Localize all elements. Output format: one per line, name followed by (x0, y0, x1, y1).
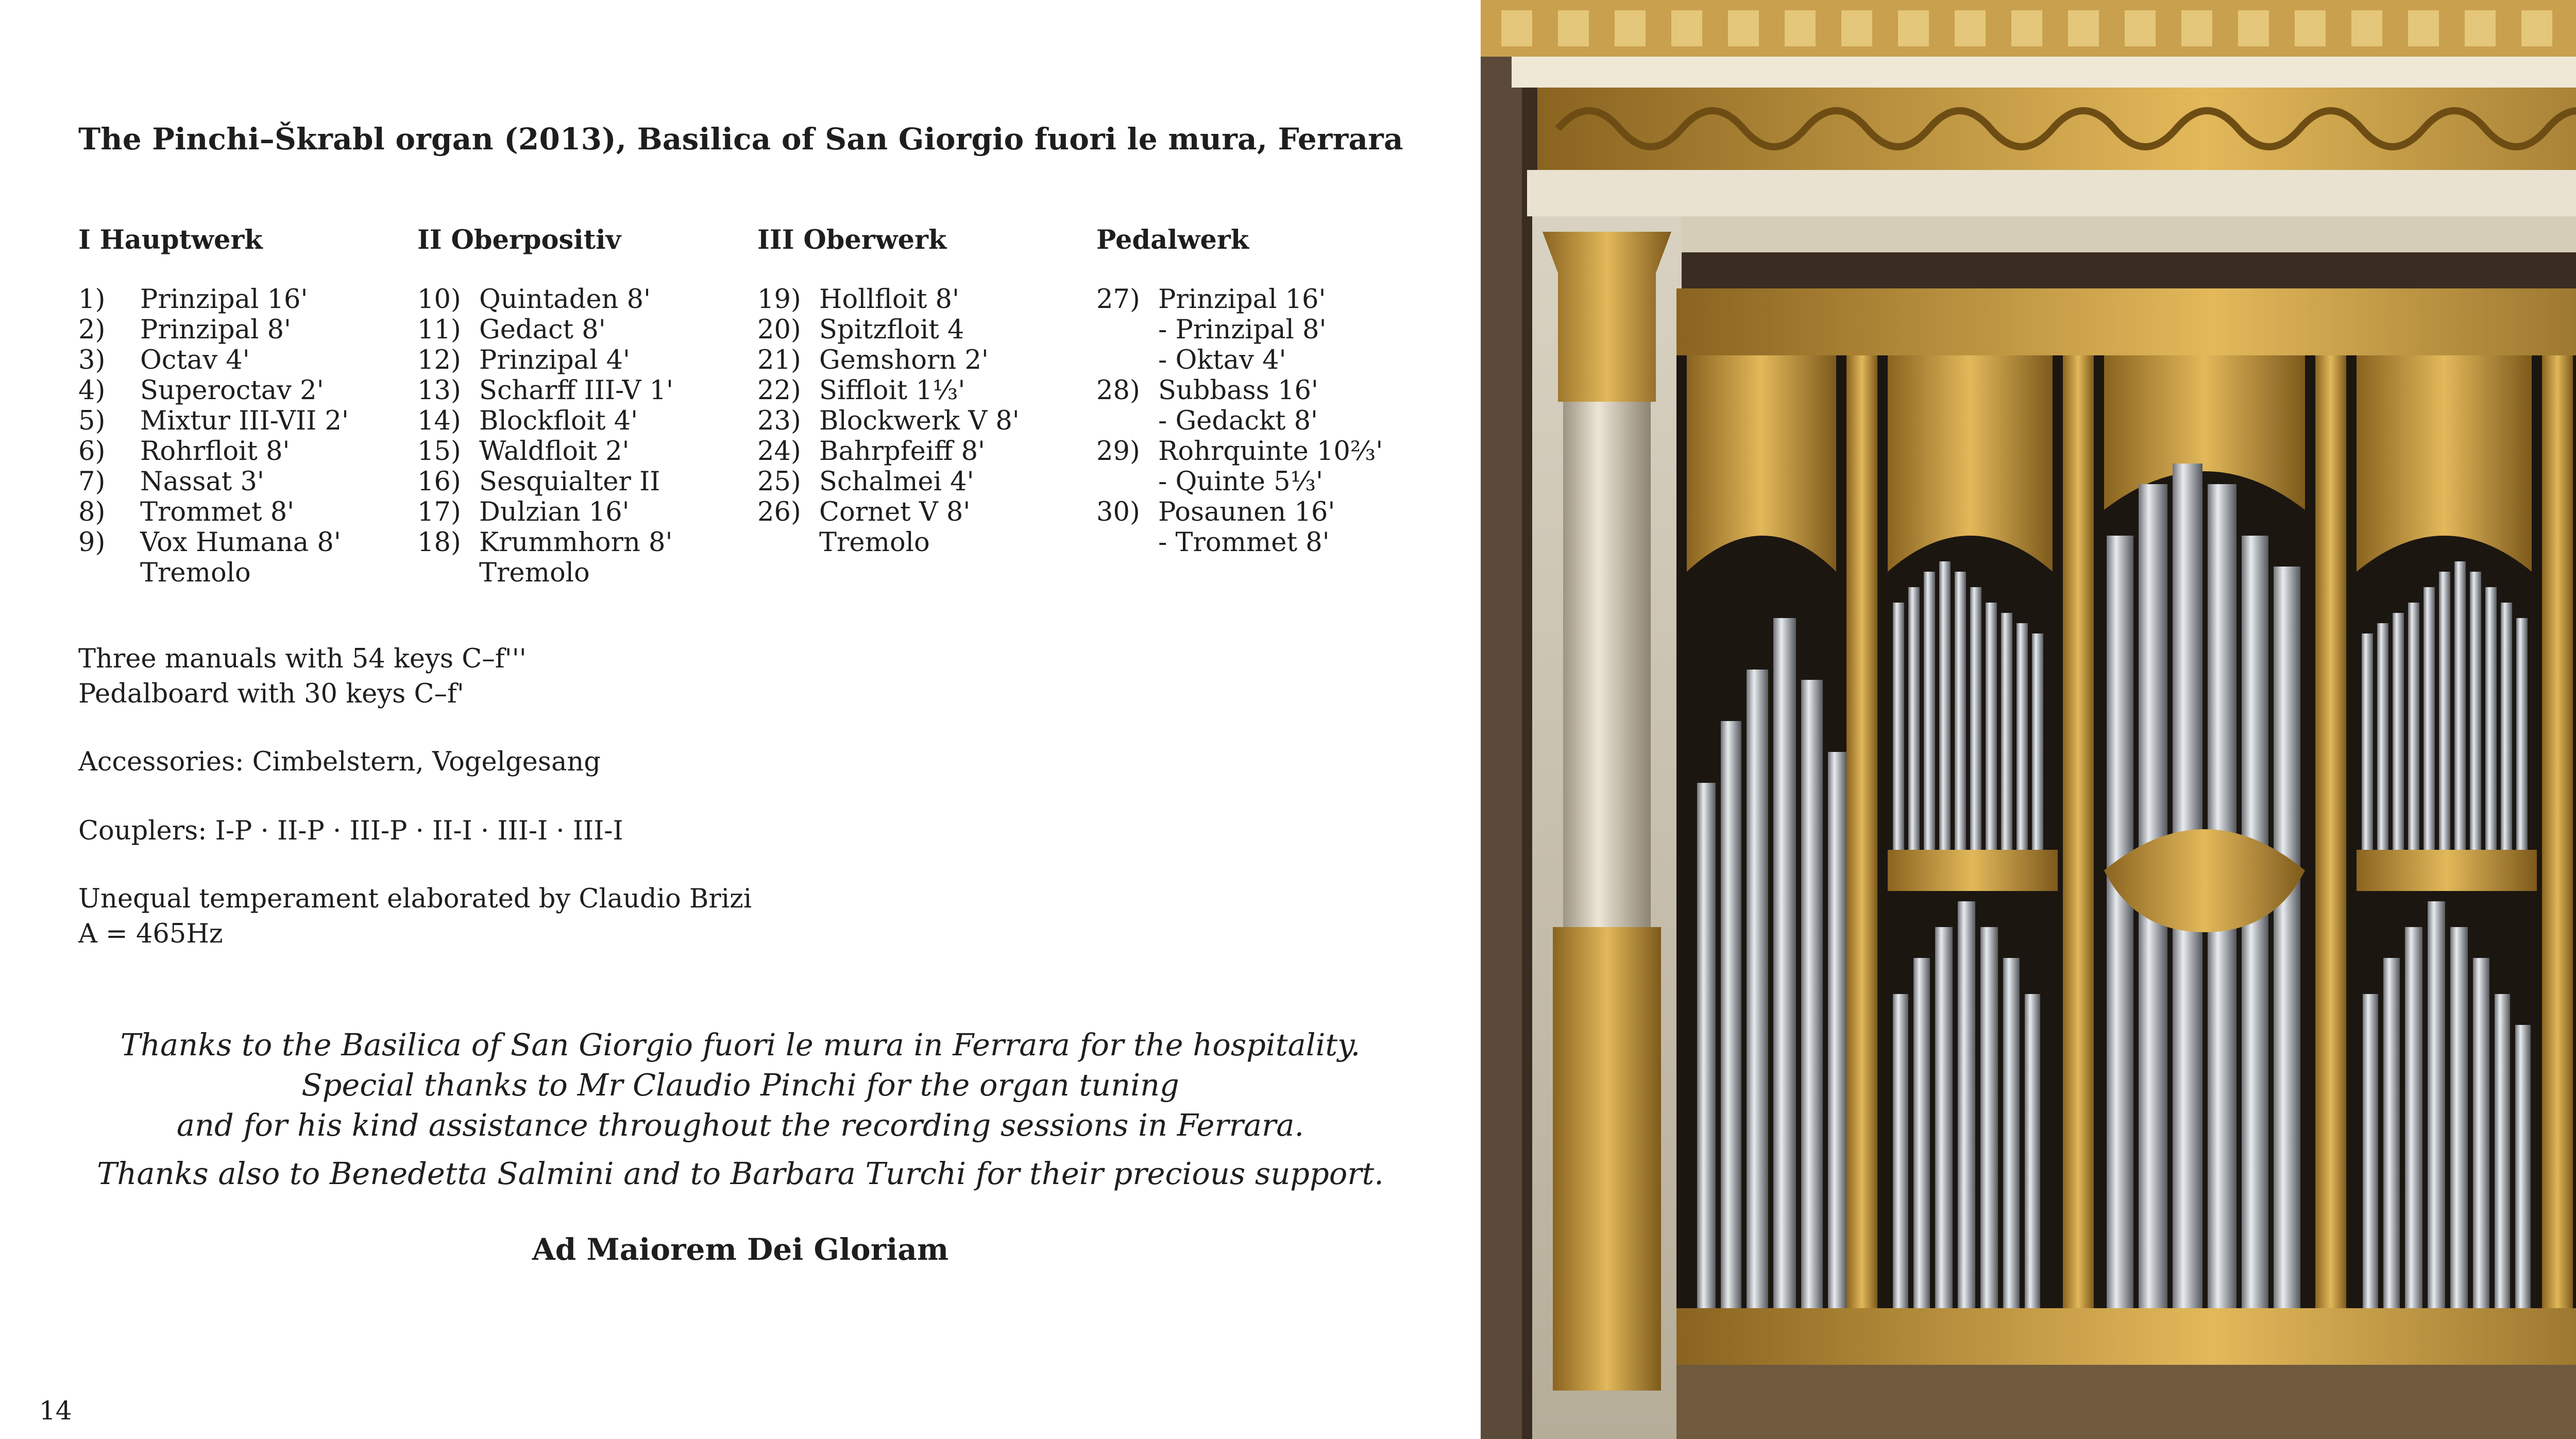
stop-item (417, 467, 673, 497)
stop-number: 11) (417, 315, 461, 345)
stop-item (78, 315, 349, 345)
stop-item (417, 527, 673, 558)
left-column-shaft (1563, 402, 1651, 927)
stop-item (757, 497, 1020, 527)
stop-item (78, 375, 349, 406)
stop-name: Blockwerk V 8' (819, 406, 1020, 436)
stop-item (78, 527, 349, 558)
stop-name: Vox Humana 8' (140, 527, 341, 558)
stop-name: Prinzipal 16' (1158, 284, 1326, 315)
division-heading: I Hauptwerk (78, 225, 263, 255)
stop-name: Prinzipal 4' (479, 345, 631, 375)
case-base (1676, 1365, 2576, 1439)
stop-number: 21) (757, 345, 801, 375)
division-column-oberwerk (757, 225, 1020, 558)
organ-case-illustration (1481, 0, 2576, 1439)
stop-item (757, 436, 1020, 467)
division-column-hauptwerk (78, 225, 349, 588)
stop-item (417, 284, 673, 315)
division-heading: II Oberpositiv (417, 225, 621, 255)
pipe-flat-inner-left-lower (1893, 901, 2040, 1308)
stop-name: Trommet 8' (140, 497, 295, 527)
division-column-pedalwerk (1096, 225, 1383, 558)
stop-item (78, 467, 349, 497)
stop-item (757, 375, 1020, 406)
stop-number: 5) (78, 406, 106, 436)
stop-list (417, 284, 673, 588)
stop-item (417, 345, 673, 375)
stop-item (417, 375, 673, 406)
thanks-line-3: and for his kind assistance throughout the recording sessions in Ferrara. (176, 1107, 1304, 1143)
impost-band (1676, 288, 2576, 355)
stop-name: Posaunen 16' (1158, 497, 1335, 527)
architrave-lower (1527, 170, 2576, 216)
stop-item (78, 436, 349, 467)
stop-item (1096, 315, 1383, 345)
division-column-oberpositiv (417, 225, 673, 588)
stop-item (757, 406, 1020, 436)
stop-number (757, 527, 819, 558)
architrave-upper (1512, 57, 2576, 88)
stop-item (757, 527, 1020, 558)
stop-name: Subbass 16' (1158, 375, 1318, 406)
temperament-block (78, 882, 752, 952)
stop-number: 6) (78, 436, 106, 467)
mullion-3 (2315, 355, 2346, 1396)
manuals-text: Three manuals with 54 keys C–f''' (78, 644, 527, 674)
stop-number: 2) (78, 315, 106, 345)
stop-item (1096, 467, 1383, 497)
stop-name: Gemshorn 2' (819, 345, 989, 375)
stop-number (417, 558, 479, 588)
left-column-base (1553, 927, 1661, 1391)
stop-item (417, 315, 673, 345)
page-title: The Pinchi–Škrabl organ (2013), Basilica of San Giorgio fuori le mura, Ferrara (78, 122, 1403, 157)
stop-item (1096, 436, 1383, 467)
stop-number (1096, 467, 1158, 497)
stop-name: Octav 4' (140, 345, 250, 375)
stop-name: Blockfloit 4' (479, 406, 638, 436)
stop-number: 18) (417, 527, 461, 558)
stop-number: 3) (78, 345, 106, 375)
stop-number: 10) (417, 284, 461, 315)
stop-number: 30) (1096, 497, 1140, 527)
couplers-text: Couplers: I-P · II-P · III-P · II-I · III-I · III-I (78, 816, 623, 846)
stop-name: - Gedackt 8' (1158, 406, 1318, 436)
stop-name: Nassat 3' (140, 467, 264, 497)
stop-item (78, 497, 349, 527)
stop-name: Gedact 8' (479, 315, 606, 345)
stop-number: 16) (417, 467, 461, 497)
stop-number: 8) (78, 497, 106, 527)
stop-item (417, 558, 673, 588)
stop-item (417, 436, 673, 467)
temperament-text: Unequal temperament elaborated by Claudio Brizi (78, 884, 752, 914)
motto: Ad Maiorem Dei Gloriam (532, 1232, 949, 1267)
stop-name: Prinzipal 8' (140, 315, 292, 345)
page-number: 14 (39, 1396, 72, 1426)
stop-name: Tremolo (479, 558, 590, 588)
left-capital (1543, 232, 1671, 402)
thanks-line-2: Special thanks to Mr Claudio Pinchi for the organ tuning (301, 1067, 1179, 1103)
pedalboard-text: Pedalboard with 30 keys C–f' (78, 679, 464, 709)
stop-item (417, 406, 673, 436)
stop-item (757, 467, 1020, 497)
stop-number (1096, 315, 1158, 345)
stop-number: 25) (757, 467, 801, 497)
stop-number: 14) (417, 406, 461, 436)
stop-name: - Quinte 5⅓' (1158, 467, 1324, 497)
stop-name: Waldfloit 2' (479, 436, 630, 467)
stop-name: Tremolo (140, 558, 251, 588)
stop-item (757, 284, 1020, 315)
stop-name: Prinzipal 16' (140, 284, 308, 315)
stop-list (78, 284, 349, 588)
division-heading: Pedalwerk (1096, 225, 1249, 255)
stop-item (1096, 497, 1383, 527)
stop-number: 20) (757, 315, 801, 345)
stop-item (78, 345, 349, 375)
stop-name: Rohrquinte 10⅔' (1158, 436, 1383, 467)
thanks-line-4: Thanks also to Benedetta Salmini and to Barbara Turchi for their precious support. (97, 1156, 1384, 1191)
stop-number: 27) (1096, 284, 1140, 315)
stop-number (78, 558, 140, 588)
organ-photo (1481, 0, 2576, 1439)
stop-name: - Trommet 8' (1158, 527, 1330, 558)
stop-number: 9) (78, 527, 106, 558)
stop-name: Sesquialter II (479, 467, 660, 497)
stop-number: 1) (78, 284, 106, 315)
stop-item (78, 558, 349, 588)
stop-list (757, 284, 1020, 558)
stop-number (1096, 527, 1158, 558)
stop-name: Cornet V 8' (819, 497, 971, 527)
stop-name: - Prinzipal 8' (1158, 315, 1327, 345)
stop-item (78, 406, 349, 436)
stop-number: 13) (417, 375, 461, 406)
cornice-band (1563, 216, 2576, 252)
stop-item (1096, 284, 1383, 315)
stop-item (1096, 345, 1383, 375)
stop-number: 23) (757, 406, 801, 436)
stop-number: 17) (417, 497, 461, 527)
stop-number: 29) (1096, 436, 1140, 467)
stop-number: 22) (757, 375, 801, 406)
stop-item (78, 284, 349, 315)
stop-number: 4) (78, 375, 106, 406)
stop-number (1096, 406, 1158, 436)
stop-name: Rohrfloit 8' (140, 436, 290, 467)
mullion-1 (1846, 355, 1877, 1396)
mullion-4 (2542, 355, 2573, 1396)
stop-number: 7) (78, 467, 106, 497)
keyboard-specs (78, 642, 527, 712)
stop-item (1096, 527, 1383, 558)
stop-name: Bahrpfeiff 8' (819, 436, 986, 467)
division-heading: III Oberwerk (757, 225, 947, 255)
stop-name: Scharff III-V 1' (479, 375, 674, 406)
stop-item (1096, 406, 1383, 436)
stop-name: Superoctav 2' (140, 375, 324, 406)
stop-name: Spitzfloit 4 (819, 315, 964, 345)
stop-number: 26) (757, 497, 801, 527)
thanks-line-1: Thanks to the Basilica of San Giorgio fuori le mura in Ferrara for the hospitality. (120, 1027, 1361, 1063)
stop-name: Mixtur III-VII 2' (140, 406, 349, 436)
stop-name: Krummhorn 8' (479, 527, 673, 558)
stop-name: Siffloit 1⅓' (819, 375, 965, 406)
stop-number: 28) (1096, 375, 1140, 406)
stop-number: 12) (417, 345, 461, 375)
stop-item (757, 345, 1020, 375)
stop-number (1096, 345, 1158, 375)
stop-name: - Oktav 4' (1158, 345, 1286, 375)
inner-right-divider (2357, 850, 2537, 891)
stop-list (1096, 284, 1383, 558)
stop-number: 24) (757, 436, 801, 467)
stop-name: Dulzian 16' (479, 497, 630, 527)
stop-number: 19) (757, 284, 801, 315)
inner-left-divider (1888, 850, 2058, 891)
pipe-foot-rail (1676, 1308, 2576, 1365)
stop-item (417, 497, 673, 527)
stop-name: Tremolo (819, 527, 930, 558)
stop-item (1096, 375, 1383, 406)
stop-name: Quintaden 8' (479, 284, 651, 315)
pitch-text: A = 465Hz (78, 919, 223, 949)
left-shadow (1481, 0, 1522, 1439)
mullion-2 (2063, 355, 2094, 1396)
stop-number: 15) (417, 436, 461, 467)
stop-item (757, 315, 1020, 345)
accessories-text: Accessories: Cimbelstern, Vogelgesang (78, 747, 601, 777)
stop-name: Schalmei 4' (819, 467, 974, 497)
stop-name: Hollfloit 8' (819, 284, 960, 315)
